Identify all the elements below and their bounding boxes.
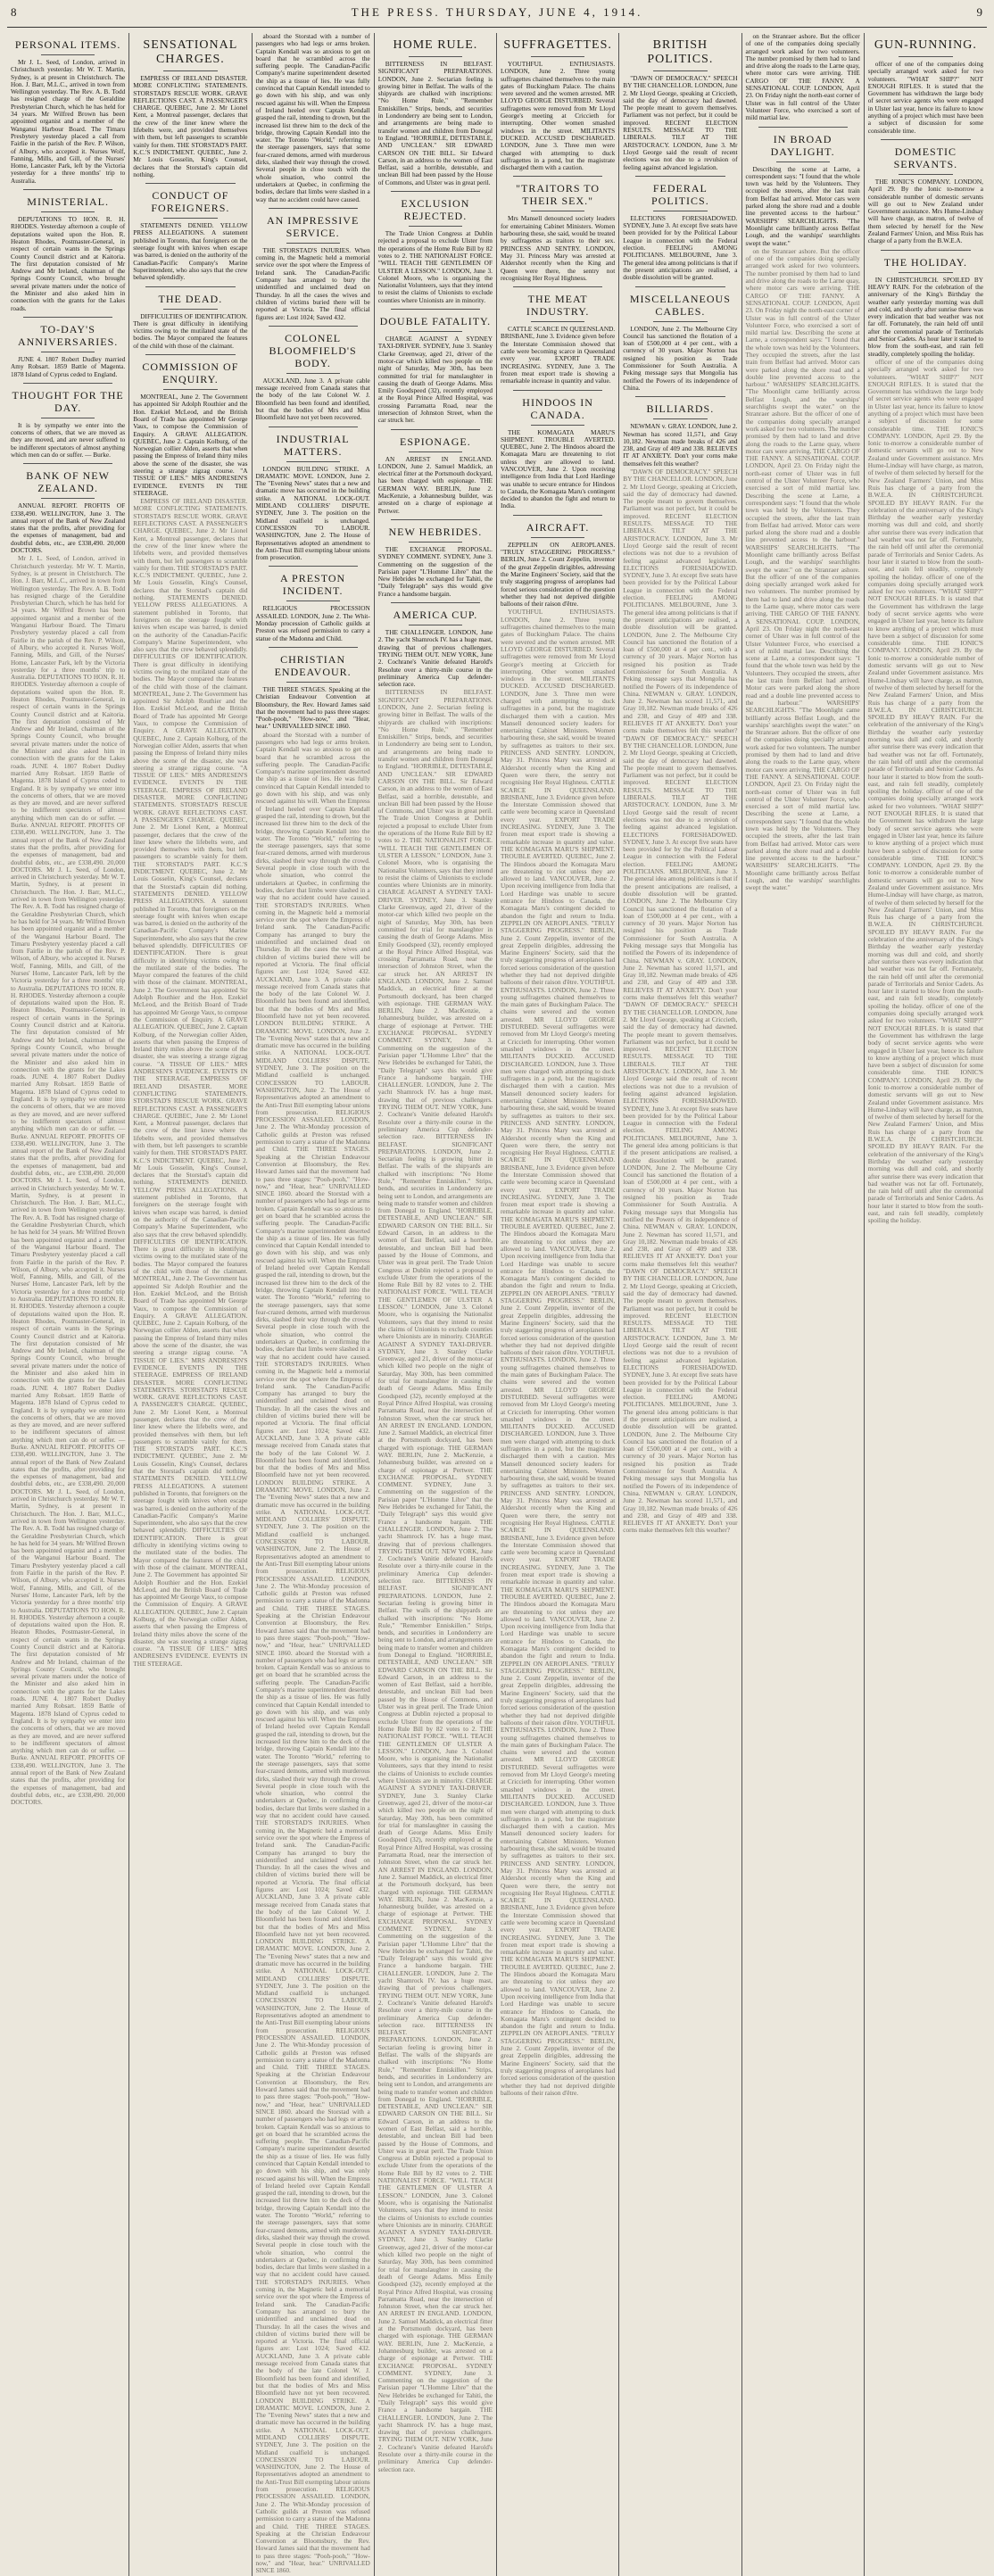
section-rule	[269, 647, 358, 648]
headline-rule	[653, 321, 707, 322]
news-column-6	[619, 33, 741, 2576]
article-body: YOUTHFUL ENTHUSIASTS. LONDON, June 2. Three young suffragettes chained themselves to the main gates of Buckingham Palace. The chains were severed and the women arrested. MR LLOYD GEORGE DISTURBED. Several suffragettes were removed from Mr Lloyd George's meeting at Criccieth for interrupting. Other women smashed windows in the street. MILITANTS DUCKED. ACCUSED DISCHARGED. LONDON, June 3. Three men were charged with attempting to duck suffragettes in a pond, but the magistrate discharged them with a caution.	[501, 60, 616, 172]
section-rule	[391, 519, 480, 520]
headline: IN BROAD DAYLIGHT.	[770, 132, 835, 158]
headline-rule	[531, 56, 584, 57]
section-rule	[513, 286, 602, 287]
headline-rule	[531, 425, 584, 426]
headline-rule	[531, 537, 584, 538]
headline: THE HOLIDAY.	[883, 255, 968, 269]
news-column-7	[742, 33, 865, 2576]
news-column-4	[375, 33, 497, 2576]
section-rule	[391, 602, 480, 603]
headline: EXCLUSION REJECTED.	[401, 197, 470, 223]
headline-rule	[41, 211, 95, 212]
article-body: JUNE 4. 1807 Robert Dudley married Amy Robsart. 1859 Battle of Magenta. 1878 Island of Cyprus ceded to England.	[11, 354, 126, 378]
column-filler-text: "DAWN OF DEMOCRACY." SPEECH BY THE CHANCELLOR. LONDON, June 2. Mr Lloyd George, speaking at Criccieth, said the day of democracy had dawned. The people meant to govern themselves. Parliament was not perfect, but it could be improved. RECENT ELECTION RESULTS. MESSAGE TO THE LIBERALS. TILT AT THE ARISTOCRACY. LONDON, June 3. Mr Lloyd George said the result of recent elections was not due to a revulsion of feeling against advanced legislation. ELECTIONS FORESHADOWED. SYDNEY, June 3. At except five seats have been provided for by the Political Labour League in connection with the Federal election. FEELING AMONG POLITICIANS. MELBOURNE, June 3. The general idea among politicians is that if the present anticipations are realised, a double dissolution will be granted. LONDON, June 2. The Melbourne City Council has sanctioned the flotation of a loan of £500,000 at 4 per cent., with a currency of 30 years. Major Norton has resigned his position as Trade Commissioner for South Australia. A Peking message says that Mongolia has notified the Powers of its independence of China. NEWMAN v. GRAY. LONDON, June 2. Newman has scored 11,571, and Gray 10,182. Newman made breaks of 426 and 238, and Gray of 409 and 338. RELIEVES IT AT ANXIETY. Don't your corns make themselves felt this weather? "DAWN OF DEMOCRACY." SPEECH BY THE CHANCELLOR. LONDON, June 2. Mr Lloyd George, speaking at Criccieth, said the day of democracy had dawned. The people meant to govern themselves. Parliament was not perfect, but it could be improved. RECENT ELECTION RESULTS. MESSAGE TO THE LIBERALS. TILT AT THE ARISTOCRACY. LONDON, June 3. Mr Lloyd George said the result of recent elections was not due to a revulsion of feeling against advanced legislation. ELECTIONS FORESHADOWED. SYDNEY, June 3. At except five seats have been provided for by the Political Labour League in connection with the Federal election. FEELING AMONG POLITICIANS. MELBOURNE, June 3. The general idea among politicians is that if the present anticipations are realised, a double dissolution will be granted. LONDON, June 2. The Melbourne City Council has sanctioned the flotation of a loan of £500,000 at 4 per cent., with a currency of 30 years. Major Norton has resigned his position as Trade Commissioner for South Australia. A Peking message says that Mongolia has notified the Powers of its independence of China. NEWMAN v. GRAY. LONDON, June 2. Newman has scored 11,571, and Gray 10,182. Newman made breaks of 426 and 238, and Gray of 409 and 338. RELIEVES IT AT ANXIETY. Don't your corns make themselves felt this weather? "DAWN OF DEMOCRACY." SPEECH BY THE CHANCELLOR. LONDON, June 2. Mr Lloyd George, speaking at Criccieth, said the day of democracy had dawned. The people meant to govern themselves. Parliament was not perfect, but it could be improved. RECENT ELECTION RESULTS. MESSAGE TO THE LIBERALS. TILT AT THE ARISTOCRACY. LONDON, June 3. Mr Lloyd George said the result of recent elections was not due to a revulsion of feeling against advanced legislation. ELECTIONS FORESHADOWED. SYDNEY, June 3. At except five seats have been provided for by the Political Labour League in connection with the Federal election. FEELING AMONG POLITICIANS. MELBOURNE, June 3. The general idea among politicians is that if the present anticipations are realised, a double dissolution will be granted. LONDON, June 2. The Melbourne City Council has sanctioned the flotation of a loan of £500,000 at 4 per cent., with a currency of 30 years. Major Norton has resigned his position as Trade Commissioner for South Australia. A Peking message says that Mongolia has notified the Powers of its independence of China. NEWMAN v. GRAY. LONDON, June 2. Newman has scored 11,571, and Gray 10,182. Newman made breaks of 426 and 238, and Gray of 409 and 338. RELIEVES IT AT ANXIETY. Don't your corns make themselves felt this weather? "DAWN OF DEMOCRACY." SPEECH BY THE CHANCELLOR. LONDON, June 2. Mr Lloyd George, speaking at Criccieth, said the day of democracy had dawned. The people meant to govern themselves. Parliament was not perfect, but it could be improved. RECENT ELECTION RESULTS. MESSAGE TO THE LIBERALS. TILT AT THE ARISTOCRACY. LONDON, June 3. Mr Lloyd George said the result of recent elections was not due to a revulsion of feeling against advanced legislation. ELECTIONS FORESHADOWED. SYDNEY, June 3. At except five seats have been provided for by the Political Labour League in connection with the Federal election. FEELING AMONG POLITICIANS. MELBOURNE, June 3. The general idea among politicians is that if the present anticipations are realised, a double dissolution will be granted. LONDON, June 2. The Melbourne City Council has sanctioned the flotation of a loan of £500,000 at 4 per cent., with a currency of 30 years. Major Norton has resigned his position as Trade Commissioner for South Australia. A Peking message says that Mongolia has notified the Powers of its independence of China. NEWMAN v. GRAY. LONDON, June 2. Newman has scored 11,571, and Gray 10,182. Newman made breaks of 426 and 238, and Gray of 409 and 338. RELIEVES IT AT ANXIETY. Don't your corns make themselves felt this weather?	[623, 467, 738, 1535]
article-body: CHARGE AGAINST A SYDNEY TAXI-DRIVER. SYDNEY, June 3. Stanley Clarke Greenway, aged 21, driver of the motor-car which killed two people on the night of Saturday, May 30th, has been committed for trial for manslaughter in causing the death of George Adams. Miss Emily Goodspeed (32), recently employed at the Royal Prince Alfred Hospital, was crossing Parramatta Road, near the intersection of Johnston Street, when the car struck her.	[377, 335, 493, 425]
article-body: LONDON BUILDING STRIKE. A DRAMATIC MOVE. LONDON, June 2. The "Evening News" states that a new and dramatic move has occurred in the building strike. A NATIONAL LOCK-OUT. MIDLAND COLLIERS' DISPUTE. SYDNEY, June 3. The position on the Midland coalfield is unchanged. CONCESSION TO LABOUR. WASHINGTON, June 2. The House of Representatives adopted an amendment to the Anti-Trust Bill exempting labour unions from prosecution.	[255, 464, 370, 562]
headline: MINISTERIAL.	[27, 195, 109, 209]
headline: "TRAITORS TO THEIR SEX."	[516, 182, 601, 208]
headline-rule	[286, 373, 340, 374]
headline-rule	[163, 218, 217, 219]
section-rule	[881, 250, 971, 251]
article-body: on the Stranraer ashore. But the officer of one of the companies doing specially arranged work asked for two volunteers. The number promised by them had to land and drive along the roads to the Larne quay, where motor cars were arriving. THE CARGO OF THE FANNY. A SENSATIONAL COUP. LONDON, April 23. On Friday night the north-east corner of Ulster was in full control of the Ulster Volunteer Force, who exercised a sort of mild martial law.	[745, 32, 860, 122]
headline: COMMISSION OF ENQUIRY.	[142, 360, 239, 386]
news-column-5	[497, 33, 619, 2576]
section-rule	[881, 139, 971, 140]
article-body: Mr J. L. Seed, of London, arrived in Christchurch yesterday. Mr W. T. Martin, Sydney, is at present in Christchurch. The Hon. J. Barr, M.L.C., arrived in town from Wellington yesterday. The Rev. A. B. Todd has resigned charge of the Geraldine Presbyterian Church, which he has held for 34 years. Mr Wilfred Brown has been appointed organist and a member of the Wanganui Harbour Board. The Timaru Presbytery yesterday placed a call from Fairlie in the parish of the Rev. P. Wilson, of Albury, who accepted it. Nurses Wolf, Fanning, Mills, and Gill, of the Nurses' Home, Lancaster Park, left by the Victoria yesterday for a three months' trip to Australia.	[11, 58, 126, 185]
section-rule	[23, 383, 112, 384]
section-rule	[635, 176, 725, 177]
headline-rule	[409, 56, 462, 57]
section-rule	[23, 463, 112, 464]
article-body: Mrs Mansell denounced society leaders for entertaining Cabinet Ministers. Women harbouring these, she said, would be treated by suffragettes as traitors to their sex. PRINCESS AND SENTRY. LONDON, May 31. Princess Mary was arrested at Aldershot recently when the King and Queen were there, the sentry not recognising Her Royal Highness.	[501, 214, 616, 282]
headline-rule	[163, 70, 217, 71]
headline: SUFFRAGETTES.	[503, 38, 612, 52]
section-rule	[391, 191, 480, 192]
news-column-8	[865, 33, 987, 2576]
headline: THE MEAT INDUSTRY.	[526, 293, 590, 319]
newspaper-dateline: THE PRESS. THURSDAY, JUNE 4, 1914.	[351, 5, 643, 19]
article-body: THE KOMAGATA MARU'S SHIPMENT. TROUBLE AVERTED. QUEBEC, June 2. The Hindoos aboard the Komagata Maru are threatening to riot unless they are allowed to land. VANCOUVER, June 2. Upon receiving intelligence from India that Lord Hardinge was unable to secure entrance for Hindoos to Canada, the Komagata Maru's contingent decided to abandon the fight and return to India.	[501, 427, 616, 510]
headline-rule	[163, 389, 217, 390]
article-body: "DAWN OF DEMOCRACY." SPEECH BY THE CHANCELLOR. LONDON, June 2. Mr Lloyd George, speaking at Criccieth, said the day of democracy had dawned. The people meant to govern themselves. Parliament was not perfect, but it could be improved. RECENT ELECTION RESULTS. MESSAGE TO THE LIBERALS. TILT AT THE ARISTOCRACY. LONDON, June 3. Mr Lloyd George said the result of recent elections was not due to a revulsion of feeling against advanced legislation.	[623, 74, 738, 171]
section-rule	[269, 326, 358, 327]
headline: AMERICA CUP.	[393, 609, 478, 622]
masthead	[7, 5, 987, 28]
headline: MISCELLANEOUS CABLES.	[629, 292, 731, 318]
article-body: AN ARREST IN ENGLAND. LONDON, June 2. Samuel Maddick, an electrical fitter at the Portsmouth dockyard, has been charged with espionage. THE GERMAN WAY. BERLIN, June 2. MacKenzie, a Johannesburg builder, was arrested on a charge of espionage at Pertwer.	[377, 454, 493, 515]
headline: ESPIONAGE.	[400, 435, 471, 448]
section-rule	[513, 176, 602, 177]
headline: THOUGHT FOR THE DAY.	[12, 388, 124, 414]
article-body: AUCKLAND, June 3. A private cable message received from Canada states that the body of the late Colonel W. J. Bloomfield has been found and identified, but that the bodies of Mrs and Miss Bloomfield have not yet been recovered.	[255, 376, 370, 422]
article-body: The Trade Union Congress at Dublin rejected a proposal to exclude Ulster from the operations of the Home Rule Bill by 82 votes to 2. THE NATIONALIST FORCE. "WILL TEACH THE GENTLEMEN OF ULSTER A LESSON." LONDON, June 3. Colonel Moore, who is organising the Nationalist Volunteers, says that they intend to resist the claims of Unionists to exclude counties where Unionists are in minority.	[377, 229, 493, 304]
headline-rule	[41, 498, 95, 499]
article-body: RELIGIOUS PROCESSION ASSAILED. LONDON, June 2. The Whit-Monday procession of Catholic guilds at Preston was refused permission to carry a statue of the Madonna and Child.	[255, 604, 370, 642]
article-body: THE EXCHANGE PROPOSAL. SYDNEY COMMENT. SYDNEY, June 3. Commenting on the suggestion of the Parisian paper "L'Homme Libre" that the New Hebrides be exchanged for Tahiti, the "Daily Telegraph" says this would give France a handsome bargain.	[377, 544, 493, 598]
article-body: LONDON, June 2. The Melbourne City Council has sanctioned the flotation of a loan of £500,000 at 4 per cent., with a currency of 30 years. Major Norton has resigned his position as Trade Commissioner for South Australia. A Peking message says that Mongolia has notified the Powers of its independence of China.	[623, 324, 738, 392]
headline-rule	[531, 321, 584, 322]
article-body: ZEPPELIN ON AEROPLANES. "TRULY STAGGERING PROGRESS." BERLIN, June 2. Count Zeppelin, inventor of the great Zeppelin dirigibles, addressing the Marine Engineers' Society, said that the truly staggering progress of aeroplanes had forced serious consideration of the question whether they had not deprived dirigible balloons of their raison d'être.	[501, 540, 616, 609]
article-body: THE THREE STAGES. Speaking at the Christian Endeavour Convention at Bloomsbury, the Rev. Howard James said that the movement had to pass three stages: "Pooh-pooh," "How-now," and "Hear, hear." UNRIVALLED SINCE 1860.	[255, 684, 370, 731]
section-rule	[145, 183, 235, 184]
headline: A PRESTON INCIDENT.	[280, 572, 346, 598]
section-rule	[269, 566, 358, 567]
headline: PERSONAL ITEMS.	[14, 38, 121, 51]
article-body: DIFFICULTIES OF IDENTIFICATION. There is great difficulty in identifying victims owing to the mutilated state of the bodies. The Mayor compared the features of the child with those of the claimant.	[133, 311, 248, 350]
news-column-3	[253, 33, 375, 2576]
headline: HOME RULE.	[393, 38, 478, 52]
page-number-right: 9	[976, 5, 983, 19]
section-rule	[635, 396, 725, 397]
article-body: BITTERNESS IN BELFAST. SIGNIFICANT PREPARATIONS. LONDON, June 2. Sectarian feeling is growing bitter in Belfast. The walls of the shipyards are chalked with inscriptions: "No Home Rule," "Remember Enniskillen." Strips, bends, and securities in Londonderry are being sent to London, and arrangements are being made to transfer women and children from Donegal to England. "HORRIBLE, DETESTABLE, AND UNCLEAN." SIR EDWARD CARSON ON THE BILL. Sir Edward Carson, in an address to the women of East Belfast, said a horrible, detestable, and unclean Bill had been passed by the House of Commons, and Ulster was in great peril.	[377, 60, 493, 186]
headline: THE DEAD.	[158, 292, 223, 305]
headline: BILLIARDS.	[646, 402, 715, 416]
article-body: It is by sympathy we enter into the concerns of others, that we are moved as they are moved, and are never suffered to be indifferent spectators of almost anything which men can do or suffer. — Burke.	[11, 420, 126, 459]
headline: SENSATIONAL CHARGES.	[143, 38, 238, 66]
section-rule	[145, 286, 235, 287]
section-rule	[513, 515, 602, 516]
article-body: NEWMAN v. GRAY. LONDON, June 2. Newman has scored 11,571, and Gray 10,182. Newman made breaks of 426 and 238, and Gray of 409 and 338. RELIEVES IT AT ANXIETY. Don't your corns make themselves felt this weather?	[623, 422, 738, 468]
article-body: officer of one of the companies doing specially arranged work asked for two volunteers. "WHAT SHIP?" NOT ENOUGH RIFLES. It is stated that the Government has withdrawn the large body of secret service agents who were engaged in Ulster last year, hence its failure to know anything of a project which must have been a subject of discussion for some considerable time.	[867, 60, 983, 135]
article-body: STATEMENTS DENIED. YELLOW PRESS ALLEGATIONS. A statement published in Toronto, that foreigners on the steerage fought with knives when escape was barred, is denied on the authority of the Canadian-Pacific Company's Marine Superintendent, who also says that the crew behaved splendidly.	[133, 221, 248, 282]
article-body: EMPRESS OF IRELAND DISASTER. MORE CONFLICTING STATEMENTS. STORSTAD'S RESCUE WORK. GRAVE REFLECTIONS CAST. A PASSENGER'S CHARGE. QUEBEC, June 2. Mr Lionel Kent, a Montreal passenger, declares that the crew of the liner knew where the lifebelts were, and provided themselves with them, but left passengers to scramble vainly for them. THE STORSTAD'S PART. K.C.'S INDICTMENT. QUEBEC, June 2. Mr Louis Gosselin, King's Counsel, declares that the Storstad's captain did nothing.	[133, 74, 248, 178]
headline: AN IMPRESSIVE SERVICE.	[266, 213, 360, 239]
headline: TO-DAY'S ANNIVERSARIES.	[17, 322, 119, 348]
article-body: IN CHRISTCHURCH. SPOILED BY HEAVY RAIN. For the celebration of the anniversary of the King's Birthday the weather early yesterday morning was dull and cold, and shortly after sunrise there was every indication that bad weather was not far off. Fortunately, the rain held off until after the ceremonial parade of Territorials and Senior Cadets. As hour later it started to blow from the south-east, and rain fell steadily, completely spoiling the holiday.	[867, 275, 983, 358]
section-rule	[758, 127, 848, 128]
headline: DOUBLE FATALITY.	[379, 315, 492, 328]
column-filler-text: on the Stranraer ashore. But the officer of one of the companies doing specially arranged work asked for two volunteers. The number promised by them had to land and drive along the roads to the Larne quay, where motor cars were arriving. THE CARGO OF THE FANNY. A SENSATIONAL COUP. LONDON, April 23. On Friday night the north-east corner of Ulster was in full control of the Ulster Volunteer Force, who exercised a sort of mild martial law. Describing the scene at Larne, a correspondent says: "I found that the whole town was held by the Volunteers. They occupied the streets, after the last train from Belfast had arrived. Motor cars were parked along the shore road and a double line prevented access to the harbour." WARSHIPS' SEARCHLIGHTS. "The Moonlight came brilliantly across Belfast Lough, and the warships' searchlights swept the water." on the Stranraer ashore. But the officer of one of the companies doing specially arranged work asked for two volunteers. The number promised by them had to land and drive along the roads to the Larne quay, where motor cars were arriving. THE CARGO OF THE FANNY. A SENSATIONAL COUP. LONDON, April 23. On Friday night the north-east corner of Ulster was in full control of the Ulster Volunteer Force, who exercised a sort of mild martial law. Describing the scene at Larne, a correspondent says: "I found that the whole town was held by the Volunteers. They occupied the streets, after the last train from Belfast had arrived. Motor cars were parked along the shore road and a double line prevented access to the harbour." WARSHIPS' SEARCHLIGHTS. "The Moonlight came brilliantly across Belfast Lough, and the warships' searchlights swept the water." on the Stranraer ashore. But the officer of one of the companies doing specially arranged work asked for two volunteers. The number promised by them had to land and drive along the roads to the Larne quay, where motor cars were arriving. THE CARGO OF THE FANNY. A SENSATIONAL COUP. LONDON, April 23. On Friday night the north-east corner of Ulster was in full control of the Ulster Volunteer Force, who exercised a sort of mild martial law. Describing the scene at Larne, a correspondent says: "I found that the whole town was held by the Volunteers. They occupied the streets, after the last train from Belfast had arrived. Motor cars were parked along the shore road and a double line prevented access to the harbour." WARSHIPS' SEARCHLIGHTS. "The Moonlight came brilliantly across Belfast Lough, and the warships' searchlights swept the water." on the Stranraer ashore. But the officer of one of the companies doing specially arranged work asked for two volunteers. The number promised by them had to land and drive along the roads to the Larne quay, where motor cars were arriving. THE CARGO OF THE FANNY. A SENSATIONAL COUP. LONDON, April 23. On Friday night the north-east corner of Ulster was in full control of the Ulster Volunteer Force, who exercised a sort of mild martial law. Describing the scene at Larne, a correspondent says: "I found that the whole town was held by the Volunteers. They occupied the streets, after the last train from Belfast had arrived. Motor cars were parked along the shore road and a double line prevented access to the harbour." WARSHIPS' SEARCHLIGHTS. "The Moonlight came brilliantly across Belfast Lough, and the warships' searchlights swept the water."	[745, 246, 860, 892]
column-filler-text: Mr J. L. Seed, of London, arrived in Christchurch yesterday. Mr W. T. Martin, Sydney, is at present in Christchurch. The Hon. J. Barr, M.L.C., arrived in town from Wellington yesterday. The Rev. A. B. Todd has resigned charge of the Geraldine Presbyterian Church, which he has held for 34 years. Mr Wilfred Brown has been appointed organist and a member of the Wanganui Harbour Board. The Timaru Presbytery yesterday placed a call from Fairlie in the parish of the Rev. P. Wilson, of Albury, who accepted it. Nurses Wolf, Fanning, Mills, and Gill, of the Nurses' Home, Lancaster Park, left by the Victoria yesterday for a three months' trip to Australia. DEPUTATIONS TO HON. R. H. RHODES. Yesterday afternoon a couple of deputations waited upon the Hon. R. Heaton Rhodes, Postmaster-General, in respect of certain wants in the Springs County Council district and at Kaitoria. The first deputation consisted of Mr Andrew and Mr Ireland, chairman of the Springs County Council, who brought several private matters under the notice of the Minister and also asked him in connection with the grants for the Lakes roads. JUNE 4. 1807 Robert Dudley married Amy Robsart. 1859 Battle of Magenta. 1878 Island of Cyprus ceded to England. It is by sympathy we enter into the concerns of others, that we are moved as they are moved, and are never suffered to be indifferent spectators of almost anything which men can do or suffer. — Burke. ANNUAL REPORT. PROFITS OF £338,490. WELLINGTON, June 3. The annual report of the Bank of New Zealand states that the profits, after providing for the expenses of management, bad and doubtful debts, etc., are £338,490. 20,000 DOCTORS. Mr J. L. Seed, of London, arrived in Christchurch yesterday. Mr W. T. Martin, Sydney, is at present in Christchurch. The Hon. J. Barr, M.L.C., arrived in town from Wellington yesterday. The Rev. A. B. Todd has resigned charge of the Geraldine Presbyterian Church, which he has held for 34 years. Mr Wilfred Brown has been appointed organist and a member of the Wanganui Harbour Board. The Timaru Presbytery yesterday placed a call from Fairlie in the parish of the Rev. P. Wilson, of Albury, who accepted it. Nurses Wolf, Fanning, Mills, and Gill, of the Nurses' Home, Lancaster Park, left by the Victoria yesterday for a three months' trip to Australia. DEPUTATIONS TO HON. R. H. RHODES. Yesterday afternoon a couple of deputations waited upon the Hon. R. Heaton Rhodes, Postmaster-General, in respect of certain wants in the Springs County Council district and at Kaitoria. The first deputation consisted of Mr Andrew and Mr Ireland, chairman of the Springs County Council, who brought several private matters under the notice of the Minister and also asked him in connection with the grants for the Lakes roads. JUNE 4. 1807 Robert Dudley married Amy Robsart. 1859 Battle of Magenta. 1878 Island of Cyprus ceded to England. It is by sympathy we enter into the concerns of others, that we are moved as they are moved, and are never suffered to be indifferent spectators of almost anything which men can do or suffer. — Burke. ANNUAL REPORT. PROFITS OF £338,490. WELLINGTON, June 3. The annual report of the Bank of New Zealand states that the profits, after providing for the expenses of management, bad and doubtful debts, etc., are £338,490. 20,000 DOCTORS. Mr J. L. Seed, of London, arrived in Christchurch yesterday. Mr W. T. Martin, Sydney, is at present in Christchurch. The Hon. J. Barr, M.L.C., arrived in town from Wellington yesterday. The Rev. A. B. Todd has resigned charge of the Geraldine Presbyterian Church, which he has held for 34 years. Mr Wilfred Brown has been appointed organist and a member of the Wanganui Harbour Board. The Timaru Presbytery yesterday placed a call from Fairlie in the parish of the Rev. P. Wilson, of Albury, who accepted it. Nurses Wolf, Fanning, Mills, and Gill, of the Nurses' Home, Lancaster Park, left by the Victoria yesterday for a three months' trip to Australia. DEPUTATIONS TO HON. R. H. RHODES. Yesterday afternoon a couple of deputations waited upon the Hon. R. Heaton Rhodes, Postmaster-General, in respect of certain wants in the Springs County Council district and at Kaitoria. The first deputation consisted of Mr Andrew and Mr Ireland, chairman of the Springs County Council, who brought several private matters under the notice of the Minister and also asked him in connection with the grants for the Lakes roads. JUNE 4. 1807 Robert Dudley married Amy Robsart. 1859 Battle of Magenta. 1878 Island of Cyprus ceded to England. It is by sympathy we enter into the concerns of others, that we are moved as they are moved, and are never suffered to be indifferent spectators of almost anything which men can do or suffer. — Burke. ANNUAL REPORT. PROFITS OF £338,490. WELLINGTON, June 3. The annual report of the Bank of New Zealand states that the profits, after providing for the expenses of management, bad and doubtful debts, etc., are £338,490. 20,000 DOCTORS. Mr J. L. Seed, of London, arrived in Christchurch yesterday. Mr W. T. Martin, Sydney, is at present in Christchurch. The Hon. J. Barr, M.L.C., arrived in town from Wellington yesterday. The Rev. A. B. Todd has resigned charge of the Geraldine Presbyterian Church, which he has held for 34 years. Mr Wilfred Brown has been appointed organist and a member of the Wanganui Harbour Board. The Timaru Presbytery yesterday placed a call from Fairlie in the parish of the Rev. P. Wilson, of Albury, who accepted it. Nurses Wolf, Fanning, Mills, and Gill, of the Nurses' Home, Lancaster Park, left by the Victoria yesterday for a three months' trip to Australia. DEPUTATIONS TO HON. R. H. RHODES. Yesterday afternoon a couple of deputations waited upon the Hon. R. Heaton Rhodes, Postmaster-General, in respect of certain wants in the Springs County Council district and at Kaitoria. The first deputation consisted of Mr Andrew and Mr Ireland, chairman of the Springs County Council, who brought several private matters under the notice of the Minister and also asked him in connection with the grants for the Lakes roads. JUNE 4. 1807 Robert Dudley married Amy Robsart. 1859 Battle of Magenta. 1878 Island of Cyprus ceded to England. It is by sympathy we enter into the concerns of others, that we are moved as they are moved, and are never suffered to be indifferent spectators of almost anything which men can do or suffer. — Burke. ANNUAL REPORT. PROFITS OF £338,490. WELLINGTON, June 3. The annual report of the Bank of New Zealand states that the profits, after providing for the expenses of management, bad and doubtful debts, etc., are £338,490. 20,000 DOCTORS.	[11, 554, 126, 1807]
headline-rule	[286, 243, 340, 244]
headline-rule	[899, 174, 953, 175]
article-body: MONTREAL, June 2. The Government has appointed Sir Adolph Routhier and the Hon. Ezekiel McLeod, and the British Board of Trade has appointed Mr George Vaux, to compose the Commission of Enquiry. A GRAVE ALLEGATION. QUEBEC, June 2. Captain Kolburg, of the Norwegian collier Alden, asserts that when passing the Empress of Ireland thirty miles above the scene of the disaster, she was steering a strange zigzag course. "A TISSUE OF LIES." MRS ANDRESEN'S EVIDENCE. EVENTS IN THE STEERAGE.	[133, 393, 248, 497]
column-filler-text: aboard the Storstad with a number of passengers who had legs or arms broken. Captain Kendall was so anxious to get on board that he scrambled across the suffering people. The Canadian-Pacific Company's marine superintendent deserted the ship as a tissue of lies. He was fully convinced that Captain Kendall intended to go down with his ship, and was only rescued against his will. When the Empress of Ireland heeled over Captain Kendall grasped the rail, intending to drown, but the increased list threw him to the deck of the bridge, throwing Captain Kendall into the water. The Toronto "World," referring to the steerage passengers, says that some fear-crazed demons, armed with murderous dirks, slashed their way through the crowd. Several people in close touch with the whole situation, who control the undertakers at Quebec, in confirming the bodies, declare that limbs were slashed in a way that no accident could have caused. THE STORSTAD'S INJURIES. When coming in, the Magnetic held a memorial service over the spot where the Empress of Ireland sank. The Canadian-Pacific Company has arranged to bury the unidentified and unclaimed dead on Thursday. In all the cases the wives and children of victims buried there will be reported at Victoria. The final official figures are: Lost 1024; Saved 432. AUCKLAND, June 3. A private cable message received from Canada states that the body of the late Colonel W. J. Bloomfield has been found and identified, but that the bodies of Mrs and Miss Bloomfield have not yet been recovered. LONDON BUILDING STRIKE. A DRAMATIC MOVE. LONDON, June 2. The "Evening News" states that a new and dramatic move has occurred in the building strike. A NATIONAL LOCK-OUT. MIDLAND COLLIERS' DISPUTE. SYDNEY, June 3. The position on the Midland coalfield is unchanged. CONCESSION TO LABOUR. WASHINGTON, June 2. The House of Representatives adopted an amendment to the Anti-Trust Bill exempting labour unions from prosecution. RELIGIOUS PROCESSION ASSAILED. LONDON, June 2. The Whit-Monday procession of Catholic guilds at Preston was refused permission to carry a statue of the Madonna and Child. THE THREE STAGES. Speaking at the Christian Endeavour Convention at Bloomsbury, the Rev. Howard James said that the movement had to pass three stages: "Pooh-pooh," "How-now," and "Hear, hear." UNRIVALLED SINCE 1860. aboard the Storstad with a number of passengers who had legs or arms broken. Captain Kendall was so anxious to get on board that he scrambled across the suffering people. The Canadian-Pacific Company's marine superintendent deserted the ship as a tissue of lies. He was fully convinced that Captain Kendall intended to go down with his ship, and was only rescued against his will. When the Empress of Ireland heeled over Captain Kendall grasped the rail, intending to drown, but the increased list threw him to the deck of the bridge, throwing Captain Kendall into the water. The Toronto "World," referring to the steerage passengers, says that some fear-crazed demons, armed with murderous dirks, slashed their way through the crowd. Several people in close touch with the whole situation, who control the undertakers at Quebec, in confirming the bodies, declare that limbs were slashed in a way that no accident could have caused. THE STORSTAD'S INJURIES. When coming in, the Magnetic held a memorial service over the spot where the Empress of Ireland sank. The Canadian-Pacific Company has arranged to bury the unidentified and unclaimed dead on Thursday. In all the cases the wives and children of victims buried there will be reported at Victoria. The final official figures are: Lost 1024; Saved 432. AUCKLAND, June 3. A private cable message received from Canada states that the body of the late Colonel W. J. Bloomfield has been found and identified, but that the bodies of Mrs and Miss Bloomfield have not yet been recovered. LONDON BUILDING STRIKE. A DRAMATIC MOVE. LONDON, June 2. The "Evening News" states that a new and dramatic move has occurred in the building strike. A NATIONAL LOCK-OUT. MIDLAND COLLIERS' DISPUTE. SYDNEY, June 3. The position on the Midland coalfield is unchanged. CONCESSION TO LABOUR. WASHINGTON, June 2. The House of Representatives adopted an amendment to the Anti-Trust Bill exempting labour unions from prosecution. RELIGIOUS PROCESSION ASSAILED. LONDON, June 2. The Whit-Monday procession of Catholic guilds at Preston was refused permission to carry a statue of the Madonna and Child. THE THREE STAGES. Speaking at the Christian Endeavour Convention at Bloomsbury, the Rev. Howard James said that the movement had to pass three stages: "Pooh-pooh," "How-now," and "Hear, hear." UNRIVALLED SINCE 1860. aboard the Storstad with a number of passengers who had legs or arms broken. Captain Kendall was so anxious to get on board that he scrambled across the suffering people. The Canadian-Pacific Company's marine superintendent deserted the ship as a tissue of lies. He was fully convinced that Captain Kendall intended to go down with his ship, and was only rescued against his will. When the Empress of Ireland heeled over Captain Kendall grasped the rail, intending to drown, but the increased list threw him to the deck of the bridge, throwing Captain Kendall into the water. The Toronto "World," referring to the steerage passengers, says that some fear-crazed demons, armed with murderous dirks, slashed their way through the crowd. Several people in close touch with the whole situation, who control the undertakers at Quebec, in confirming the bodies, declare that limbs were slashed in a way that no accident could have caused. THE STORSTAD'S INJURIES. When coming in, the Magnetic held a memorial service over the spot where the Empress of Ireland sank. The Canadian-Pacific Company has arranged to bury the unidentified and unclaimed dead on Thursday. In all the cases the wives and children of victims buried there will be reported at Victoria. The final official figures are: Lost 1024; Saved 432. AUCKLAND, June 3. A private cable message received from Canada states that the body of the late Colonel W. J. Bloomfield has been found and identified, but that the bodies of Mrs and Miss Bloomfield have not yet been recovered. LONDON BUILDING STRIKE. A DRAMATIC MOVE. LONDON, June 2. The "Evening News" states that a new and dramatic move has occurred in the building strike. A NATIONAL LOCK-OUT. MIDLAND COLLIERS' DISPUTE. SYDNEY, June 3. The position on the Midland coalfield is unchanged. CONCESSION TO LABOUR. WASHINGTON, June 2. The House of Representatives adopted an amendment to the Anti-Trust Bill exempting labour unions from prosecution. RELIGIOUS PROCESSION ASSAILED. LONDON, June 2. The Whit-Monday procession of Catholic guilds at Preston was refused permission to carry a statue of the Madonna and Child. THE THREE STAGES. Speaking at the Christian Endeavour Convention at Bloomsbury, the Rev. Howard James said that the movement had to pass three stages: "Pooh-pooh," "How-now," and "Hear, hear." UNRIVALLED SINCE 1860. aboard the Storstad with a number of passengers who had legs or arms broken. Captain Kendall was so anxious to get on board that he scrambled across the suffering people. The Canadian-Pacific Company's marine superintendent deserted the ship as a tissue of lies. He was fully convinced that Captain Kendall intended to go down with his ship, and was only rescued against his will. When the Empress of Ireland heeled over Captain Kendall grasped the rail, intending to drown, but the increased list threw him to the deck of the bridge, throwing Captain Kendall into the water. The Toronto "World," referring to the steerage passengers, says that some fear-crazed demons, armed with murderous dirks, slashed their way through the crowd. Several people in close touch with the whole situation, who control the undertakers at Quebec, in confirming the bodies, declare that limbs were slashed in a way that no accident could have caused. THE STORSTAD'S INJURIES. When coming in, the Magnetic held a memorial service over the spot where the Empress of Ireland sank. The Canadian-Pacific Company has arranged to bury the unidentified and unclaimed dead on Thursday. In all the cases the wives and children of victims buried there will be reported at Victoria. The final official figures are: Lost 1024; Saved 432. AUCKLAND, June 3. A private cable message received from Canada states that the body of the late Colonel W. J. Bloomfield has been found and identified, but that the bodies of Mrs and Miss Bloomfield have not yet been recovered. LONDON BUILDING STRIKE. A DRAMATIC MOVE. LONDON, June 2. The "Evening News" states that a new and dramatic move has occurred in the building strike. A NATIONAL LOCK-OUT. MIDLAND COLLIERS' DISPUTE. SYDNEY, June 3. The position on the Midland coalfield is unchanged. CONCESSION TO LABOUR. WASHINGTON, June 2. The House of Representatives adopted an amendment to the Anti-Trust Bill exempting labour unions from prosecution. RELIGIOUS PROCESSION ASSAILED. LONDON, June 2. The Whit-Monday procession of Catholic guilds at Preston was refused permission to carry a statue of the Madonna and Child. THE THREE STAGES. Speaking at the Christian Endeavour Convention at Bloomsbury, the Rev. Howard James said that the movement had to pass three stages: "Pooh-pooh," "How-now," and "Hear, hear." UNRIVALLED SINCE 1860.	[255, 730, 370, 2575]
headline: INDUSTRIAL MATTERS.	[276, 432, 350, 458]
headline-rule	[409, 542, 462, 543]
news-column-2	[129, 33, 252, 2576]
article-body: ANNUAL REPORT. PROFITS OF £338,490. WELLINGTON, June 3. The annual report of the Bank of New Zealand states that the profits, after providing for the expenses of management, bad and doubtful debts, etc., are £338,490. 20,000 DOCTORS.	[11, 501, 126, 555]
article-body: DEPUTATIONS TO HON. R. H. RHODES. Yesterday afternoon a couple of deputations waited upon the Hon. R. Heaton Rhodes, Postmaster-General, in respect of certain wants in the Springs County Council district and at Kaitoria. The first deputation consisted of Mr Andrew and Mr Ireland, chairman of the Springs County Council, who brought several private matters under the notice of the Minister and also asked him in connection with the grants for the Lakes roads.	[11, 215, 126, 312]
section-rule	[269, 208, 358, 209]
headline: AIRCRAFT.	[526, 520, 590, 534]
news-column-1	[7, 33, 129, 2576]
section-rule	[23, 317, 112, 318]
headline-rule	[286, 461, 340, 462]
headline-rule	[286, 682, 340, 683]
article-body: THE CHALLENGER. LONDON, June 2. The yacht Shamrock IV. has a huge mast, drawing that of previous challengers. TRYING THEM OUT. NEW YORK, June 2. Cochrane's Vanitie defeated Harold's Resolute over a thirty-mile course in the preliminary America Cup defender-selection race.	[377, 628, 493, 689]
article-body: aboard the Storstad with a number of passengers who had legs or arms broken. Captain Kendall was so anxious to get on board that he scrambled across the suffering people. The Canadian-Pacific Company's marine superintendent deserted the ship as a tissue of lies. He was fully convinced that Captain Kendall intended to go down with his ship, and was only rescued against his will. When the Empress of Ireland heeled over Captain Kendall grasped the rail, intending to drown, but the increased list threw him to the deck of the bridge, throwing Captain Kendall into the water. The Toronto "World," referring to the steerage passengers, says that some fear-crazed demons, armed with murderous dirks, slashed their way through the crowd. Several people in close touch with the whole situation, who control the undertakers at Quebec, in confirming the bodies, declare that limbs were slashed in a way that no accident could have caused.	[255, 32, 370, 203]
section-rule	[23, 189, 112, 190]
headline: CONDUCT OF FOREIGNERS.	[151, 189, 230, 215]
article-body: Describing the scene at Larne, a correspondent says: "I found that the whole town was held by the Volunteers. They occupied the streets, after the last train from Belfast had arrived. Motor cars were parked along the shore road and a double line prevented access to the harbour." WARSHIPS' SEARCHLIGHTS. "The Moonlight came brilliantly across Belfast Lough, and the warships' searchlights swept the water."	[745, 164, 860, 247]
columns-container	[7, 32, 987, 2575]
article-body: CATTLE SCARCE IN QUEENSLAND. BRISBANE, June 3. Evidence given before the Interstate Commission showed that cattle were becoming scarce in Queensland every year. EXPORT TRADE INCREASING. SYDNEY, June 3. The frozen meat export trade is showing a remarkable increase in quantity and value.	[501, 325, 616, 385]
headline: DOMESTIC SERVANTS.	[893, 145, 958, 170]
article-body: ELECTIONS FORESHADOWED. SYDNEY, June 3. At except five seats have been provided for by the Political Labour League in connection with the Federal election. FEELING AMONG POLITICIANS. MELBOURNE, June 3. The general idea among politicians is that if the present anticipations are realised, a double dissolution will be granted.	[623, 213, 738, 282]
headline-rule	[899, 272, 953, 273]
column-filler-text: EMPRESS OF IRELAND DISASTER. MORE CONFLICTING STATEMENTS. STORSTAD'S RESCUE WORK. GRAVE REFLECTIONS CAST. A PASSENGER'S CHARGE. QUEBEC, June 2. Mr Lionel Kent, a Montreal passenger, declares that the crew of the liner knew where the lifebelts were, and provided themselves with them, but left passengers to scramble vainly for them. THE STORSTAD'S PART. K.C.'S INDICTMENT. QUEBEC, June 2. Mr Louis Gosselin, King's Counsel, declares that the Storstad's captain did nothing. STATEMENTS DENIED. YELLOW PRESS ALLEGATIONS. A statement published in Toronto, that foreigners on the steerage fought with knives when escape was barred, is denied on the authority of the Canadian-Pacific Company's Marine Superintendent, who also says that the crew behaved splendidly. DIFFICULTIES OF IDENTIFICATION. There is great difficulty in identifying victims owing to the mutilated state of the bodies. The Mayor compared the features of the child with those of the claimant. MONTREAL, June 2. The Government has appointed Sir Adolph Routhier and the Hon. Ezekiel McLeod, and the British Board of Trade has appointed Mr George Vaux, to compose the Commission of Enquiry. A GRAVE ALLEGATION. QUEBEC, June 2. Captain Kolburg, of the Norwegian collier Alden, asserts that when passing the Empress of Ireland thirty miles above the scene of the disaster, she was steering a strange zigzag course. "A TISSUE OF LIES." MRS ANDRESEN'S EVIDENCE. EVENTS IN THE STEERAGE. EMPRESS OF IRELAND DISASTER. MORE CONFLICTING STATEMENTS. STORSTAD'S RESCUE WORK. GRAVE REFLECTIONS CAST. A PASSENGER'S CHARGE. QUEBEC, June 2. Mr Lionel Kent, a Montreal passenger, declares that the crew of the liner knew where the lifebelts were, and provided themselves with them, but left passengers to scramble vainly for them. THE STORSTAD'S PART. K.C.'S INDICTMENT. QUEBEC, June 2. Mr Louis Gosselin, King's Counsel, declares that the Storstad's captain did nothing. STATEMENTS DENIED. YELLOW PRESS ALLEGATIONS. A statement published in Toronto, that foreigners on the steerage fought with knives when escape was barred, is denied on the authority of the Canadian-Pacific Company's Marine Superintendent, who also says that the crew behaved splendidly. DIFFICULTIES OF IDENTIFICATION. There is great difficulty in identifying victims owing to the mutilated state of the bodies. The Mayor compared the features of the child with those of the claimant. MONTREAL, June 2. The Government has appointed Sir Adolph Routhier and the Hon. Ezekiel McLeod, and the British Board of Trade has appointed Mr George Vaux, to compose the Commission of Enquiry. A GRAVE ALLEGATION. QUEBEC, June 2. Captain Kolburg, of the Norwegian collier Alden, asserts that when passing the Empress of Ireland thirty miles above the scene of the disaster, she was steering a strange zigzag course. "A TISSUE OF LIES." MRS ANDRESEN'S EVIDENCE. EVENTS IN THE STEERAGE. EMPRESS OF IRELAND DISASTER. MORE CONFLICTING STATEMENTS. STORSTAD'S RESCUE WORK. GRAVE REFLECTIONS CAST. A PASSENGER'S CHARGE. QUEBEC, June 2. Mr Lionel Kent, a Montreal passenger, declares that the crew of the liner knew where the lifebelts were, and provided themselves with them, but left passengers to scramble vainly for them. THE STORSTAD'S PART. K.C.'S INDICTMENT. QUEBEC, June 2. Mr Louis Gosselin, King's Counsel, declares that the Storstad's captain did nothing. STATEMENTS DENIED. YELLOW PRESS ALLEGATIONS. A statement published in Toronto, that foreigners on the steerage fought with knives when escape was barred, is denied on the authority of the Canadian-Pacific Company's Marine Superintendent, who also says that the crew behaved splendidly. DIFFICULTIES OF IDENTIFICATION. There is great difficulty in identifying victims owing to the mutilated state of the bodies. The Mayor compared the features of the child with those of the claimant. MONTREAL, June 2. The Government has appointed Sir Adolph Routhier and the Hon. Ezekiel McLeod, and the British Board of Trade has appointed Mr George Vaux, to compose the Commission of Enquiry. A GRAVE ALLEGATION. QUEBEC, June 2. Captain Kolburg, of the Norwegian collier Alden, asserts that when passing the Empress of Ireland thirty miles above the scene of the disaster, she was steering a strange zigzag course. "A TISSUE OF LIES." MRS ANDRESEN'S EVIDENCE. EVENTS IN THE STEERAGE. EMPRESS OF IRELAND DISASTER. MORE CONFLICTING STATEMENTS. STORSTAD'S RESCUE WORK. GRAVE REFLECTIONS CAST. A PASSENGER'S CHARGE. QUEBEC, June 2. Mr Lionel Kent, a Montreal passenger, declares that the crew of the liner knew where the lifebelts were, and provided themselves with them, but left passengers to scramble vainly for them. THE STORSTAD'S PART. K.C.'S INDICTMENT. QUEBEC, June 2. Mr Louis Gosselin, King's Counsel, declares that the Storstad's captain did nothing. STATEMENTS DENIED. YELLOW PRESS ALLEGATIONS. A statement published in Toronto, that foreigners on the steerage fought with knives when escape was barred, is denied on the authority of the Canadian-Pacific Company's Marine Superintendent, who also says that the crew behaved splendidly. DIFFICULTIES OF IDENTIFICATION. There is great difficulty in identifying victims owing to the mutilated state of the bodies. The Mayor compared the features of the child with those of the claimant. MONTREAL, June 2. The Government has appointed Sir Adolph Routhier and the Hon. Ezekiel McLeod, and the British Board of Trade has appointed Mr George Vaux, to compose the Commission of Enquiry. A GRAVE ALLEGATION. QUEBEC, June 2. Captain Kolburg, of the Norwegian collier Alden, asserts that when passing the Empress of Ireland thirty miles above the scene of the disaster, she was steering a strange zigzag course. "A TISSUE OF LIES." MRS ANDRESEN'S EVIDENCE. EVENTS IN THE STEERAGE.	[133, 497, 248, 1668]
headline: HINDOOS IN CANADA.	[522, 395, 593, 421]
headline: CHRISTIAN ENDEAVOUR.	[274, 652, 352, 678]
section-rule	[635, 286, 725, 287]
headline: NEW HEBRIDES.	[388, 525, 483, 538]
headline: GUN-RUNNING.	[874, 38, 977, 52]
headline-rule	[899, 56, 953, 57]
column-filler-text: BITTERNESS IN BELFAST. SIGNIFICANT PREPARATIONS. LONDON, June 2. Sectarian feeling is growing bitter in Belfast. The walls of the shipyards are chalked with inscriptions: "No Home Rule," "Remember Enniskillen." Strips, bends, and securities in Londonderry are being sent to London, and arrangements are being made to transfer women and children from Donegal to England. "HORRIBLE, DETESTABLE, AND UNCLEAN." SIR EDWARD CARSON ON THE BILL. Sir Edward Carson, in an address to the women of East Belfast, said a horrible, detestable, and unclean Bill had been passed by the House of Commons, and Ulster was in great peril. The Trade Union Congress at Dublin rejected a proposal to exclude Ulster from the operations of the Home Rule Bill by 82 votes to 2. THE NATIONALIST FORCE. "WILL TEACH THE GENTLEMEN OF ULSTER A LESSON." LONDON, June 3. Colonel Moore, who is organising the Nationalist Volunteers, says that they intend to resist the claims of Unionists to exclude counties where Unionists are in minority. CHARGE AGAINST A SYDNEY TAXI-DRIVER. SYDNEY, June 3. Stanley Clarke Greenway, aged 21, driver of the motor-car which killed two people on the night of Saturday, May 30th, has been committed for trial for manslaughter in causing the death of George Adams. Miss Emily Goodspeed (32), recently employed at the Royal Prince Alfred Hospital, was crossing Parramatta Road, near the intersection of Johnston Street, when the car struck her. AN ARREST IN ENGLAND. LONDON, June 2. Samuel Maddick, an electrical fitter at the Portsmouth dockyard, has been charged with espionage. THE GERMAN WAY. BERLIN, June 2. MacKenzie, a Johannesburg builder, was arrested on a charge of espionage at Pertwer. THE EXCHANGE PROPOSAL. SYDNEY COMMENT. SYDNEY, June 3. Commenting on the suggestion of the Parisian paper "L'Homme Libre" that the New Hebrides be exchanged for Tahiti, the "Daily Telegraph" says this would give France a handsome bargain. THE CHALLENGER. LONDON, June 2. The yacht Shamrock IV. has a huge mast, drawing that of previous challengers. TRYING THEM OUT. NEW YORK, June 2. Cochrane's Vanitie defeated Harold's Resolute over a thirty-mile course in the preliminary America Cup defender-selection race. BITTERNESS IN BELFAST. SIGNIFICANT PREPARATIONS. LONDON, June 2. Sectarian feeling is growing bitter in Belfast. The walls of the shipyards are chalked with inscriptions: "No Home Rule," "Remember Enniskillen." Strips, bends, and securities in Londonderry are being sent to London, and arrangements are being made to transfer women and children from Donegal to England. "HORRIBLE, DETESTABLE, AND UNCLEAN." SIR EDWARD CARSON ON THE BILL. Sir Edward Carson, in an address to the women of East Belfast, said a horrible, detestable, and unclean Bill had been passed by the House of Commons, and Ulster was in great peril. The Trade Union Congress at Dublin rejected a proposal to exclude Ulster from the operations of the Home Rule Bill by 82 votes to 2. THE NATIONALIST FORCE. "WILL TEACH THE GENTLEMEN OF ULSTER A LESSON." LONDON, June 3. Colonel Moore, who is organising the Nationalist Volunteers, says that they intend to resist the claims of Unionists to exclude counties where Unionists are in minority. CHARGE AGAINST A SYDNEY TAXI-DRIVER. SYDNEY, June 3. Stanley Clarke Greenway, aged 21, driver of the motor-car which killed two people on the night of Saturday, May 30th, has been committed for trial for manslaughter in causing the death of George Adams. Miss Emily Goodspeed (32), recently employed at the Royal Prince Alfred Hospital, was crossing Parramatta Road, near the intersection of Johnston Street, when the car struck her. AN ARREST IN ENGLAND. LONDON, June 2. Samuel Maddick, an electrical fitter at the Portsmouth dockyard, has been charged with espionage. THE GERMAN WAY. BERLIN, June 2. MacKenzie, a Johannesburg builder, was arrested on a charge of espionage at Pertwer. THE EXCHANGE PROPOSAL. SYDNEY COMMENT. SYDNEY, June 3. Commenting on the suggestion of the Parisian paper "L'Homme Libre" that the New Hebrides be exchanged for Tahiti, the "Daily Telegraph" says this would give France a handsome bargain. THE CHALLENGER. LONDON, June 2. The yacht Shamrock IV. has a huge mast, drawing that of previous challengers. TRYING THEM OUT. NEW YORK, June 2. Cochrane's Vanitie defeated Harold's Resolute over a thirty-mile course in the preliminary America Cup defender-selection race. BITTERNESS IN BELFAST. SIGNIFICANT PREPARATIONS. LONDON, June 2. Sectarian feeling is growing bitter in Belfast. The walls of the shipyards are chalked with inscriptions: "No Home Rule," "Remember Enniskillen." Strips, bends, and securities in Londonderry are being sent to London, and arrangements are being made to transfer women and children from Donegal to England. "HORRIBLE, DETESTABLE, AND UNCLEAN." SIR EDWARD CARSON ON THE BILL. Sir Edward Carson, in an address to the women of East Belfast, said a horrible, detestable, and unclean Bill had been passed by the House of Commons, and Ulster was in great peril. The Trade Union Congress at Dublin rejected a proposal to exclude Ulster from the operations of the Home Rule Bill by 82 votes to 2. THE NATIONALIST FORCE. "WILL TEACH THE GENTLEMEN OF ULSTER A LESSON." LONDON, June 3. Colonel Moore, who is organising the Nationalist Volunteers, says that they intend to resist the claims of Unionists to exclude counties where Unionists are in minority. CHARGE AGAINST A SYDNEY TAXI-DRIVER. SYDNEY, June 3. Stanley Clarke Greenway, aged 21, driver of the motor-car which killed two people on the night of Saturday, May 30th, has been committed for trial for manslaughter in causing the death of George Adams. Miss Emily Goodspeed (32), recently employed at the Royal Prince Alfred Hospital, was crossing Parramatta Road, near the intersection of Johnston Street, when the car struck her. AN ARREST IN ENGLAND. LONDON, June 2. Samuel Maddick, an electrical fitter at the Portsmouth dockyard, has been charged with espionage. THE GERMAN WAY. BERLIN, June 2. MacKenzie, a Johannesburg builder, was arrested on a charge of espionage at Pertwer. THE EXCHANGE PROPOSAL. SYDNEY COMMENT. SYDNEY, June 3. Commenting on the suggestion of the Parisian paper "L'Homme Libre" that the New Hebrides be exchanged for Tahiti, the "Daily Telegraph" says this would give France a handsome bargain. THE CHALLENGER. LONDON, June 2. The yacht Shamrock IV. has a huge mast, drawing that of previous challengers. TRYING THEM OUT. NEW YORK, June 2. Cochrane's Vanitie defeated Harold's Resolute over a thirty-mile course in the preliminary America Cup defender-selection race. BITTERNESS IN BELFAST. SIGNIFICANT PREPARATIONS. LONDON, June 2. Sectarian feeling is growing bitter in Belfast. The walls of the shipyards are chalked with inscriptions: "No Home Rule," "Remember Enniskillen." Strips, bends, and securities in Londonderry are being sent to London, and arrangements are being made to transfer women and children from Donegal to England. "HORRIBLE, DETESTABLE, AND UNCLEAN." SIR EDWARD CARSON ON THE BILL. Sir Edward Carson, in an address to the women of East Belfast, said a horrible, detestable, and unclean Bill had been passed by the House of Commons, and Ulster was in great peril. The Trade Union Congress at Dublin rejected a proposal to exclude Ulster from the operations of the Home Rule Bill by 82 votes to 2. THE NATIONALIST FORCE. "WILL TEACH THE GENTLEMEN OF ULSTER A LESSON." LONDON, June 3. Colonel Moore, who is organising the Nationalist Volunteers, says that they intend to resist the claims of Unionists to exclude counties where Unionists are in minority. CHARGE AGAINST A SYDNEY TAXI-DRIVER. SYDNEY, June 3. Stanley Clarke Greenway, aged 21, driver of the motor-car which killed two people on the night of Saturday, May 30th, has been committed for trial for manslaughter in causing the death of George Adams. Miss Emily Goodspeed (32), recently employed at the Royal Prince Alfred Hospital, was crossing Parramatta Road, near the intersection of Johnston Street, when the car struck her. AN ARREST IN ENGLAND. LONDON, June 2. Samuel Maddick, an electrical fitter at the Portsmouth dockyard, has been charged with espionage. THE GERMAN WAY. BERLIN, June 2. MacKenzie, a Johannesburg builder, was arrested on a charge of espionage at Pertwer. THE EXCHANGE PROPOSAL. SYDNEY COMMENT. SYDNEY, June 3. Commenting on the suggestion of the Parisian paper "L'Homme Libre" that the New Hebrides be exchanged for Tahiti, the "Daily Telegraph" says this would give France a handsome bargain. THE CHALLENGER. LONDON, June 2. The yacht Shamrock IV. has a huge mast, drawing that of previous challengers. TRYING THEM OUT. NEW YORK, June 2. Cochrane's Vanitie defeated Harold's Resolute over a thirty-mile course in the preliminary America Cup defender-selection race.	[377, 688, 493, 2473]
section-rule	[145, 354, 235, 355]
headline: COLONEL BLOOMFIELD'S BODY.	[269, 331, 357, 369]
section-rule	[513, 390, 602, 391]
headline-rule	[409, 226, 462, 227]
headline: BRITISH POLITICS.	[647, 38, 714, 66]
page-number-left: 8	[11, 5, 18, 19]
article-body: THE STORSTAD'S INJURIES. When coming in, the Magnetic held a memorial service over the spot where the Empress of Ireland sank. The Canadian-Pacific Company has arranged to bury the unidentified and unclaimed dead on Thursday. In all the cases the wives and children of victims buried there will be reported at Victoria. The final official figures are: Lost 1024; Saved 432.	[255, 245, 370, 321]
headline-rule	[409, 451, 462, 452]
article-body: THE IONIC'S COMPANY. LONDON, April 29. By the Ionic to-morrow a considerable number of domestic servants will go out to New Zealand under Government assistance. Mrs Hume-Lindsay will have charge, as matron, of twelve of them selected by herself for the New Zealand Farmers' Union, and Miss Ruis has charge of a party from the B.W.E.A.	[867, 177, 983, 245]
headline: FEDERAL POLITICS.	[651, 181, 709, 207]
headline-rule	[41, 54, 95, 55]
section-rule	[391, 429, 480, 430]
headline: BANK OF NEW ZEALAND.	[26, 469, 110, 495]
headline-rule	[163, 309, 217, 310]
section-rule	[391, 309, 480, 310]
column-filler-text: officer of one of the companies doing specially arranged work asked for two volunteers. "WHAT SHIP?" NOT ENOUGH RIFLES. It is stated that the Government has withdrawn the large body of secret service agents who were engaged in Ulster last year, hence its failure to know anything of a project which must have been a subject of discussion for some considerable time. THE IONIC'S COMPANY. LONDON, April 29. By the Ionic to-morrow a considerable number of domestic servants will go out to New Zealand under Government assistance. Mrs Hume-Lindsay will have charge, as matron, of twelve of them selected by herself for the New Zealand Farmers' Union, and Miss Ruis has charge of a party from the B.W.E.A. IN CHRISTCHURCH. SPOILED BY HEAVY RAIN. For the celebration of the anniversary of the King's Birthday the weather early yesterday morning was dull and cold, and shortly after sunrise there was every indication that bad weather was not far off. Fortunately, the rain held off until after the ceremonial parade of Territorials and Senior Cadets. As hour later it started to blow from the south-east, and rain fell steadily, completely spoiling the holiday. officer of one of the companies doing specially arranged work asked for two volunteers. "WHAT SHIP?" NOT ENOUGH RIFLES. It is stated that the Government has withdrawn the large body of secret service agents who were engaged in Ulster last year, hence its failure to know anything of a project which must have been a subject of discussion for some considerable time. THE IONIC'S COMPANY. LONDON, April 29. By the Ionic to-morrow a considerable number of domestic servants will go out to New Zealand under Government assistance. Mrs Hume-Lindsay will have charge, as matron, of twelve of them selected by herself for the New Zealand Farmers' Union, and Miss Ruis has charge of a party from the B.W.E.A. IN CHRISTCHURCH. SPOILED BY HEAVY RAIN. For the celebration of the anniversary of the King's Birthday the weather early yesterday morning was dull and cold, and shortly after sunrise there was every indication that bad weather was not far off. Fortunately, the rain held off until after the ceremonial parade of Territorials and Senior Cadets. As hour later it started to blow from the south-east, and rain fell steadily, completely spoiling the holiday. officer of one of the companies doing specially arranged work asked for two volunteers. "WHAT SHIP?" NOT ENOUGH RIFLES. It is stated that the Government has withdrawn the large body of secret service agents who were engaged in Ulster last year, hence its failure to know anything of a project which must have been a subject of discussion for some considerable time. THE IONIC'S COMPANY. LONDON, April 29. By the Ionic to-morrow a considerable number of domestic servants will go out to New Zealand under Government assistance. Mrs Hume-Lindsay will have charge, as matron, of twelve of them selected by herself for the New Zealand Farmers' Union, and Miss Ruis has charge of a party from the B.W.E.A. IN CHRISTCHURCH. SPOILED BY HEAVY RAIN. For the celebration of the anniversary of the King's Birthday the weather early yesterday morning was dull and cold, and shortly after sunrise there was every indication that bad weather was not far off. Fortunately, the rain held off until after the ceremonial parade of Territorials and Senior Cadets. As hour later it started to blow from the south-east, and rain fell steadily, completely spoiling the holiday. officer of one of the companies doing specially arranged work asked for two volunteers. "WHAT SHIP?" NOT ENOUGH RIFLES. It is stated that the Government has withdrawn the large body of secret service agents who were engaged in Ulster last year, hence its failure to know anything of a project which must have been a subject of discussion for some considerable time. THE IONIC'S COMPANY. LONDON, April 29. By the Ionic to-morrow a considerable number of domestic servants will go out to New Zealand under Government assistance. Mrs Hume-Lindsay will have charge, as matron, of twelve of them selected by herself for the New Zealand Farmers' Union, and Miss Ruis has charge of a party from the B.W.E.A. IN CHRISTCHURCH. SPOILED BY HEAVY RAIN. For the celebration of the anniversary of the King's Birthday the weather early yesterday morning was dull and cold, and shortly after sunrise there was every indication that bad weather was not far off. Fortunately, the rain held off until after the ceremonial parade of Territorials and Senior Cadets. As hour later it started to blow from the south-east, and rain fell steadily, completely spoiling the holiday.	[867, 357, 983, 1225]
headline-rule	[653, 418, 707, 419]
headline-rule	[409, 331, 462, 332]
headline-rule	[653, 70, 707, 71]
column-filler-text: YOUTHFUL ENTHUSIASTS. LONDON, June 2. Three young suffragettes chained themselves to the main gates of Buckingham Palace. The chains were severed and the women arrested. MR LLOYD GEORGE DISTURBED. Several suffragettes were removed from Mr Lloyd George's meeting at Criccieth for interrupting. Other women smashed windows in the street. MILITANTS DUCKED. ACCUSED DISCHARGED. LONDON, June 3. Three men were charged with attempting to duck suffragettes in a pond, but the magistrate discharged them with a caution. Mrs Mansell denounced society leaders for entertaining Cabinet Ministers. Women harbouring these, she said, would be treated by suffragettes as traitors to their sex. PRINCESS AND SENTRY. LONDON, May 31. Princess Mary was arrested at Aldershot recently when the King and Queen were there, the sentry not recognising Her Royal Highness. CATTLE SCARCE IN QUEENSLAND. BRISBANE, June 3. Evidence given before the Interstate Commission showed that cattle were becoming scarce in Queensland every year. EXPORT TRADE INCREASING. SYDNEY, June 3. The frozen meat export trade is showing a remarkable increase in quantity and value. THE KOMAGATA MARU'S SHIPMENT. TROUBLE AVERTED. QUEBEC, June 2. The Hindoos aboard the Komagata Maru are threatening to riot unless they are allowed to land. VANCOUVER, June 2. Upon receiving intelligence from India that Lord Hardinge was unable to secure entrance for Hindoos to Canada, the Komagata Maru's contingent decided to abandon the fight and return to India. ZEPPELIN ON AEROPLANES. "TRULY STAGGERING PROGRESS." BERLIN, June 2. Count Zeppelin, inventor of the great Zeppelin dirigibles, addressing the Marine Engineers' Society, said that the truly staggering progress of aeroplanes had forced serious consideration of the question whether they had not deprived dirigible balloons of their raison d'être. YOUTHFUL ENTHUSIASTS. LONDON, June 2. Three young suffragettes chained themselves to the main gates of Buckingham Palace. The chains were severed and the women arrested. MR LLOYD GEORGE DISTURBED. Several suffragettes were removed from Mr Lloyd George's meeting at Criccieth for interrupting. Other women smashed windows in the street. MILITANTS DUCKED. ACCUSED DISCHARGED. LONDON, June 3. Three men were charged with attempting to duck suffragettes in a pond, but the magistrate discharged them with a caution. Mrs Mansell denounced society leaders for entertaining Cabinet Ministers. Women harbouring these, she said, would be treated by suffragettes as traitors to their sex. PRINCESS AND SENTRY. LONDON, May 31. Princess Mary was arrested at Aldershot recently when the King and Queen were there, the sentry not recognising Her Royal Highness. CATTLE SCARCE IN QUEENSLAND. BRISBANE, June 3. Evidence given before the Interstate Commission showed that cattle were becoming scarce in Queensland every year. EXPORT TRADE INCREASING. SYDNEY, June 3. The frozen meat export trade is showing a remarkable increase in quantity and value. THE KOMAGATA MARU'S SHIPMENT. TROUBLE AVERTED. QUEBEC, June 2. The Hindoos aboard the Komagata Maru are threatening to riot unless they are allowed to land. VANCOUVER, June 2. Upon receiving intelligence from India that Lord Hardinge was unable to secure entrance for Hindoos to Canada, the Komagata Maru's contingent decided to abandon the fight and return to India. ZEPPELIN ON AEROPLANES. "TRULY STAGGERING PROGRESS." BERLIN, June 2. Count Zeppelin, inventor of the great Zeppelin dirigibles, addressing the Marine Engineers' Society, said that the truly staggering progress of aeroplanes had forced serious consideration of the question whether they had not deprived dirigible balloons of their raison d'être. YOUTHFUL ENTHUSIASTS. LONDON, June 2. Three young suffragettes chained themselves to the main gates of Buckingham Palace. The chains were severed and the women arrested. MR LLOYD GEORGE DISTURBED. Several suffragettes were removed from Mr Lloyd George's meeting at Criccieth for interrupting. Other women smashed windows in the street. MILITANTS DUCKED. ACCUSED DISCHARGED. LONDON, June 3. Three men were charged with attempting to duck suffragettes in a pond, but the magistrate discharged them with a caution. Mrs Mansell denounced society leaders for entertaining Cabinet Ministers. Women harbouring these, she said, would be treated by suffragettes as traitors to their sex. PRINCESS AND SENTRY. LONDON, May 31. Princess Mary was arrested at Aldershot recently when the King and Queen were there, the sentry not recognising Her Royal Highness. CATTLE SCARCE IN QUEENSLAND. BRISBANE, June 3. Evidence given before the Interstate Commission showed that cattle were becoming scarce in Queensland every year. EXPORT TRADE INCREASING. SYDNEY, June 3. The frozen meat export trade is showing a remarkable increase in quantity and value. THE KOMAGATA MARU'S SHIPMENT. TROUBLE AVERTED. QUEBEC, June 2. The Hindoos aboard the Komagata Maru are threatening to riot unless they are allowed to land. VANCOUVER, June 2. Upon receiving intelligence from India that Lord Hardinge was unable to secure entrance for Hindoos to Canada, the Komagata Maru's contingent decided to abandon the fight and return to India. ZEPPELIN ON AEROPLANES. "TRULY STAGGERING PROGRESS." BERLIN, June 2. Count Zeppelin, inventor of the great Zeppelin dirigibles, addressing the Marine Engineers' Society, said that the truly staggering progress of aeroplanes had forced serious consideration of the question whether they had not deprived dirigible balloons of their raison d'être. YOUTHFUL ENTHUSIASTS. LONDON, June 2. Three young suffragettes chained themselves to the main gates of Buckingham Palace. The chains were severed and the women arrested. MR LLOYD GEORGE DISTURBED. Several suffragettes were removed from Mr Lloyd George's meeting at Criccieth for interrupting. Other women smashed windows in the street. MILITANTS DUCKED. ACCUSED DISCHARGED. LONDON, June 3. Three men were charged with attempting to duck suffragettes in a pond, but the magistrate discharged them with a caution. Mrs Mansell denounced society leaders for entertaining Cabinet Ministers. Women harbouring these, she said, would be treated by suffragettes as traitors to their sex. PRINCESS AND SENTRY. LONDON, May 31. Princess Mary was arrested at Aldershot recently when the King and Queen were there, the sentry not recognising Her Royal Highness. CATTLE SCARCE IN QUEENSLAND. BRISBANE, June 3. Evidence given before the Interstate Commission showed that cattle were becoming scarce in Queensland every year. EXPORT TRADE INCREASING. SYDNEY, June 3. The frozen meat export trade is showing a remarkable increase in quantity and value. THE KOMAGATA MARU'S SHIPMENT. TROUBLE AVERTED. QUEBEC, June 2. The Hindoos aboard the Komagata Maru are threatening to riot unless they are allowed to land. VANCOUVER, June 2. Upon receiving intelligence from India that Lord Hardinge was unable to secure entrance for Hindoos to Canada, the Komagata Maru's contingent decided to abandon the fight and return to India. ZEPPELIN ON AEROPLANES. "TRULY STAGGERING PROGRESS." BERLIN, June 2. Count Zeppelin, inventor of the great Zeppelin dirigibles, addressing the Marine Engineers' Society, said that the truly staggering progress of aeroplanes had forced serious consideration of the question whether they had not deprived dirigible balloons of their raison d'être.	[501, 608, 616, 2097]
